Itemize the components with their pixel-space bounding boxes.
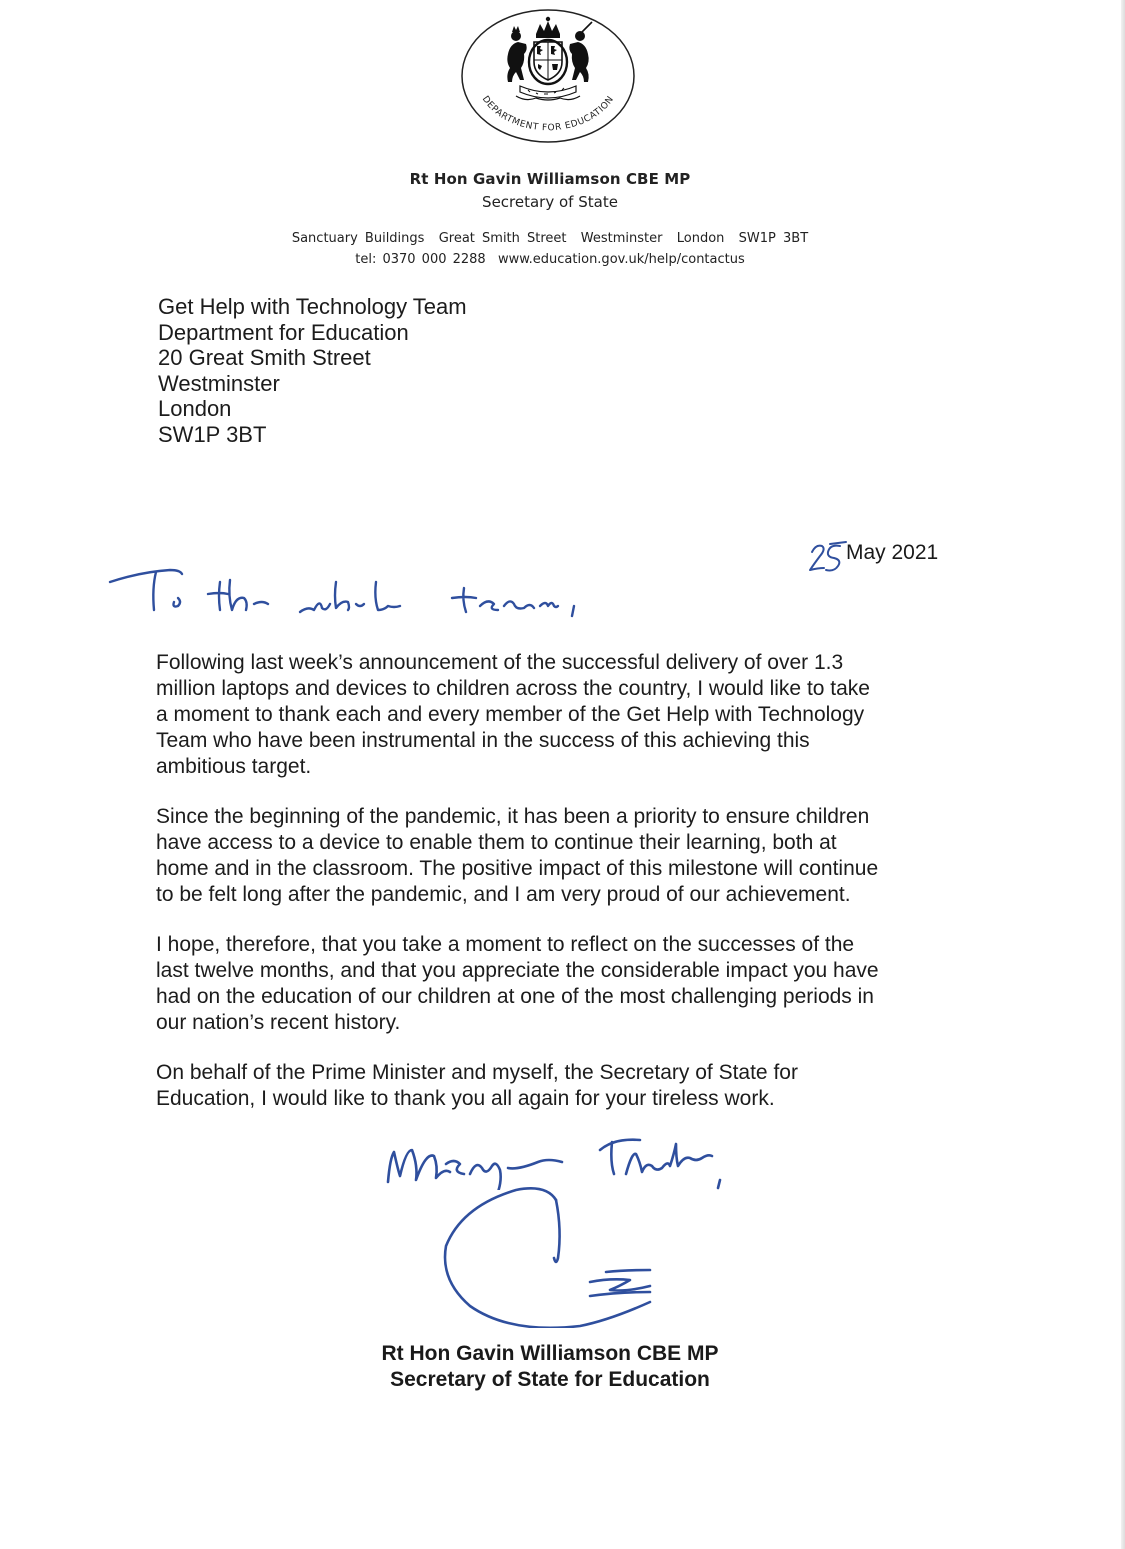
body-line: last twelve months, and that you appreciate the considerable impact you have — [156, 959, 879, 982]
body-paragraph — [156, 650, 956, 780]
page-edge-shadow — [1121, 0, 1125, 1549]
handwritten-date-day — [806, 538, 848, 574]
body-line: ambitious target. — [156, 755, 312, 778]
body-line: have access to a device to enable them to continue their learning, both at — [156, 831, 837, 854]
svg-text:DEPARTMENT FOR EDUCATION: DEPARTMENT FOR EDUCATION — [479, 94, 617, 134]
body-line: home and in the classroom. The positive impact of this milestone will continue — [156, 857, 879, 880]
letter-body — [156, 650, 956, 1136]
signature — [440, 1178, 690, 1328]
body-line: a moment to thank each and every member of the Get Help with Technology — [156, 703, 865, 726]
signatory-role: Secretary of State for Education — [390, 1368, 710, 1391]
body-line: Education, I would like to thank you all again for your tireless work. — [156, 1087, 775, 1110]
body-line: to be felt long after the pandemic, and I am very proud of our achievement. — [156, 883, 851, 906]
letterhead-address: Sanctuary Buildings Great Smith Street Westminster London SW1P 3BT — [291, 231, 809, 246]
body-line: had on the education of our children at one of the most challenging periods in — [156, 985, 874, 1008]
recipient-line: London — [158, 396, 232, 422]
body-line: Team who have been instrumental in the success of this achieving this — [156, 729, 810, 752]
recipient-line: Get Help with Technology Team — [158, 294, 467, 319]
recipient-address — [158, 294, 467, 448]
department-crest-logo — [458, 6, 638, 152]
body-line: I hope, therefore, that you take a moment to reflect on the successes of the — [156, 933, 855, 956]
body-paragraph — [156, 804, 956, 908]
letter-date — [806, 538, 966, 574]
letterhead-role: Secretary of State — [482, 193, 618, 211]
date-printed: May 2021 — [846, 541, 939, 564]
signatory-name: Rt Hon Gavin Williamson CBE MP — [381, 1342, 719, 1365]
body-line: Following last week’s announcement of the successful delivery of over 1.3 — [156, 651, 844, 674]
recipient-line: Westminster — [158, 370, 280, 396]
body-line: On behalf of the Prime Minister and myself, the Secretary of State for — [156, 1061, 798, 1084]
body-line: million laptops and devices to children across the country, I would like to take — [156, 677, 870, 700]
body-line: our nation’s recent history. — [156, 1011, 401, 1034]
recipient-line: Department for Education — [158, 319, 409, 345]
handwritten-salutation — [104, 554, 584, 626]
body-paragraph — [156, 1060, 956, 1112]
body-paragraph — [156, 932, 956, 1036]
recipient-line: 20 Great Smith Street — [158, 345, 371, 371]
recipient-line: SW1P 3BT — [158, 421, 267, 447]
letterhead-contact: tel: 0370 000 2288 www.education.gov.uk/help/contactus — [355, 252, 745, 267]
letterhead-name: Rt Hon Gavin Williamson CBE MP — [409, 170, 691, 188]
body-line: Since the beginning of the pandemic, it has been a priority to ensure children — [156, 805, 870, 828]
